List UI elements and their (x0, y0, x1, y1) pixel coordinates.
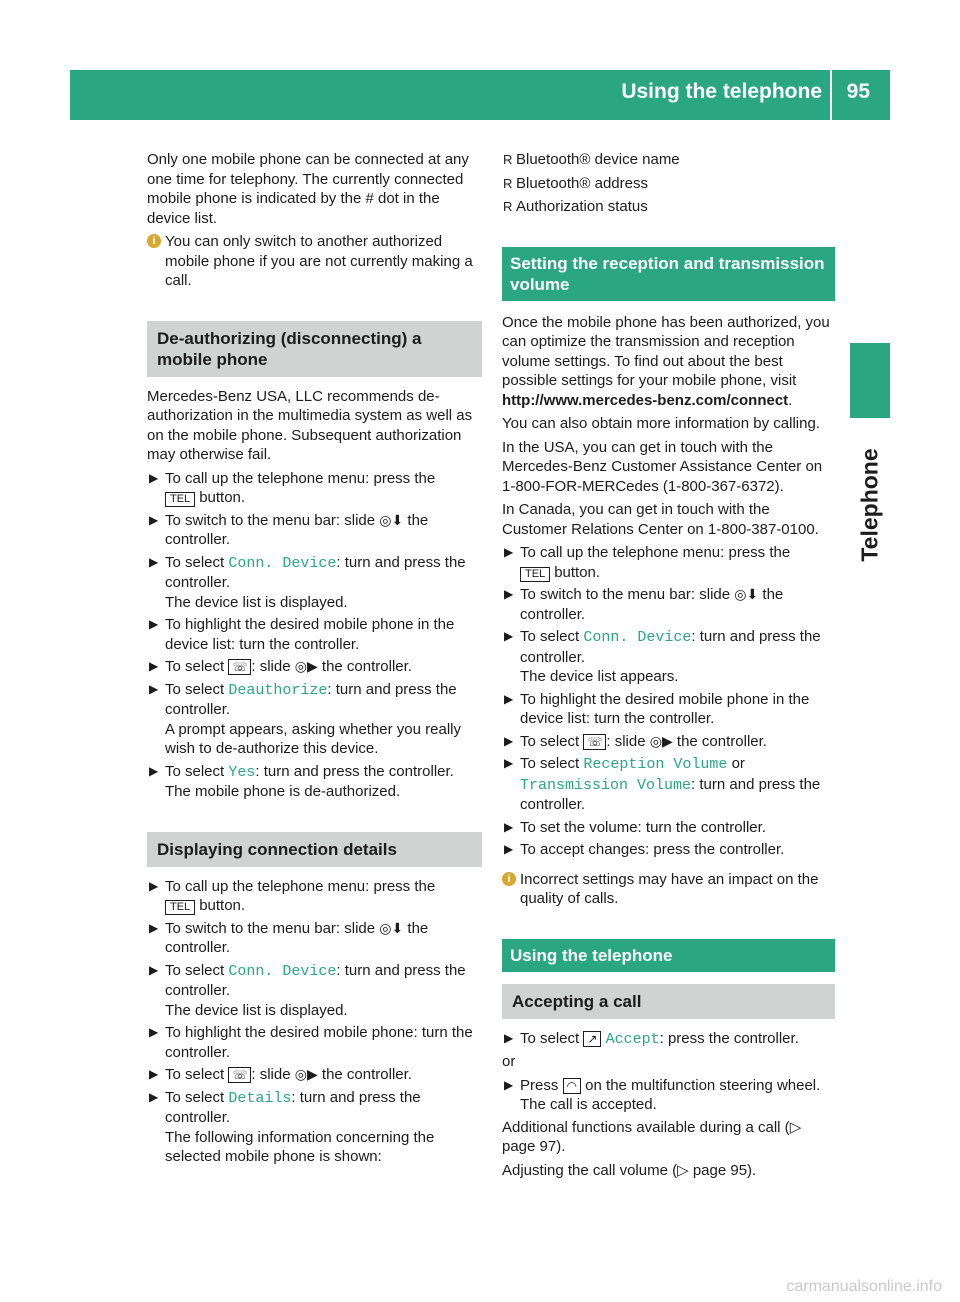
step: ▶ To highlight the desired mobile phone: turn the controller. (149, 1024, 473, 1061)
controller-slide-right-icon: ◎▶ (649, 732, 673, 749)
menu-item-deauthorize: Deauthorize (228, 681, 328, 699)
arrow-icon: ▶ (504, 733, 514, 748)
page-ref-icon: ▷ (677, 1161, 689, 1179)
arrow-icon: ▶ (504, 1077, 514, 1092)
menu-item-conn-device: Conn. Device (228, 962, 337, 980)
info-note: i Incorrect settings may have an impact on the quality of calls. (502, 870, 835, 909)
step: ▶ To highlight the desired mobile phone in the device list: turn the controller. (504, 690, 810, 727)
page-ref-95[interactable]: page 95 (692, 1161, 748, 1179)
info-icon: i (147, 234, 161, 248)
step: ▶ To accept changes: press the controller. (504, 841, 785, 858)
tel-key-icon: TEL (165, 900, 195, 915)
arrow-icon: ▶ (504, 819, 514, 834)
list-item: R Bluetooth® address (503, 174, 648, 192)
step: ▶ To switch to the menu bar: slide ◎⬇ the controller. (504, 586, 784, 623)
tel-key-icon: TEL (165, 492, 195, 507)
menu-item-yes: Yes (228, 763, 256, 781)
step: ▶ Press ◠ on the multifunction steering wheel. The call is accepted. (504, 1076, 821, 1113)
menu-item-conn-device: Conn. Device (583, 629, 692, 646)
step: ▶ To select Conn. Device: turn and press the controller. The device list appears. (504, 628, 821, 685)
right-column (502, 150, 835, 1184)
controller-slide-down-icon: ◎⬇ (379, 511, 404, 528)
tel-key-icon: TEL (520, 567, 550, 582)
call-volume-ref: Adjusting the call volume (▷ page 95). (502, 1161, 757, 1179)
arrow-icon: ▶ (149, 920, 159, 935)
step: ▶ To select ☏ : slide ◎▶ the controller. (149, 1066, 412, 1083)
arrow-icon: ▶ (504, 756, 514, 770)
header-divider (830, 70, 832, 120)
watermark: carmanualsonline.info (786, 1278, 942, 1295)
chapter-label: Telephone (856, 448, 883, 562)
step: ▶ To select Yes: turn and press the controller. The mobile phone is de-authorized. (149, 762, 454, 800)
arrow-icon: ▶ (504, 587, 514, 601)
section-heading-connection-details: Displaying connection details (147, 832, 482, 867)
volume-info-canada: In Canada, you can get in touch with the Customer Relations Center on 1-800-387-0100. (502, 501, 819, 538)
step: ▶ To select ☏ : slide ◎▶ the controller. (149, 658, 412, 675)
step: ▶ To call up the telephone menu: press the TEL button. (149, 469, 436, 506)
bullet-icon: R (503, 152, 513, 167)
page-ref-icon: ▷ (789, 1118, 802, 1136)
step: ▶ To call up the telephone menu: press the TEL button. (504, 544, 791, 581)
arrow-icon: ▶ (149, 617, 159, 631)
step: ▶ To select Conn. Device: turn and press the controller. The device list is displayed. (149, 553, 466, 611)
step: ▶ To call up the telephone menu: press the TEL button. (149, 877, 436, 914)
step: ▶ To select ☏ : slide ◎▶ the controller. (504, 732, 767, 750)
page-number: 95 (846, 80, 870, 103)
info-icon: i (502, 872, 516, 886)
step: ▶ To select ↗ Accept: press the controller. (504, 1029, 799, 1048)
chapter-tab (850, 343, 890, 418)
phone-menu-icon: ☏ (583, 734, 606, 750)
step: ▶ To select Deauthorize: turn and press the controller. A prompt appears, asking whether you really wish to de-authorize this device. (149, 680, 461, 757)
arrow-icon: ▶ (149, 1025, 159, 1039)
arrow-icon: ▶ (504, 629, 514, 643)
section-heading-accepting-call: Accepting a call (502, 984, 835, 1019)
arrow-icon: ▶ (504, 842, 514, 856)
arrow-icon: ▶ (149, 1089, 159, 1104)
controller-slide-right-icon: ◎▶ (294, 1066, 318, 1082)
volume-intro: Once the mobile phone has been authorized, you can optimize the transmission and reception volume settings. To find out about the best possible settings for your mobile phone, visit http://www.mercedes-benz.com/connect. (502, 313, 830, 409)
arrow-icon: ▶ (504, 545, 514, 559)
arrow-icon: ▶ (149, 470, 159, 485)
arrow-icon: ▶ (149, 659, 159, 673)
arrow-icon: ▶ (504, 1030, 514, 1045)
section-heading-volume: Setting the reception and transmission volume (502, 247, 835, 301)
arrow-icon: ▶ (149, 512, 159, 527)
bullet-icon: R (503, 175, 513, 191)
menu-item-conn-device: Conn. Device (228, 554, 337, 572)
arrow-icon: ▶ (149, 962, 159, 977)
menu-item-details: Details (228, 1089, 292, 1107)
step: ▶ To switch to the menu bar: slide ◎⬇ the controller. (149, 919, 429, 956)
controller-slide-down-icon: ◎⬇ (734, 586, 759, 602)
menu-item-transmission-volume: Transmission Volume (520, 776, 692, 794)
arrow-icon: ▶ (149, 878, 159, 893)
arrow-icon: ▶ (504, 691, 514, 706)
page-title: Using the telephone (621, 80, 822, 103)
intro-paragraph: Only one mobile phone can be connected at any one time for telephony. The currently connected mobile phone is indicated by the # dot in the device list. (147, 151, 469, 227)
volume-info-calling: You can also obtain more information by calling. (502, 415, 820, 432)
step: ▶ To select Details: turn and press the controller. The following information concerning the selected mobile phone is shown: (149, 1088, 435, 1165)
handset-button-icon: ◠ (563, 1078, 581, 1094)
info-note: i You can only switch to another authorized mobile phone if you are not currently making a call. (147, 232, 482, 291)
page-ref-97[interactable]: page 97 (502, 1138, 557, 1155)
arrow-icon: ▶ (149, 681, 159, 696)
section-heading-deauthorize: De-authorizing (disconnecting) a mobile phone (147, 321, 482, 377)
page-header (70, 70, 890, 120)
step: ▶ To select Reception Volume or Transmission Volume: turn and press the controller. (504, 755, 821, 813)
controller-slide-down-icon: ◎⬇ (379, 919, 404, 936)
or-text: or (502, 1053, 516, 1070)
menu-item-accept: Accept (605, 1030, 660, 1048)
step: ▶ To switch to the menu bar: slide ◎⬇ the controller. (149, 511, 429, 548)
step: ▶ To highlight the desired mobile phone in the device list: turn the controller. (149, 616, 455, 653)
accept-call-icon: ↗ (583, 1031, 601, 1047)
arrow-icon: ▶ (149, 1067, 159, 1081)
step: ▶ To set the volume: turn the controller. (504, 818, 766, 836)
phone-menu-icon: ☏ (228, 1067, 251, 1083)
arrow-icon: ▶ (149, 554, 159, 569)
phone-menu-icon: ☏ (228, 659, 251, 675)
controller-slide-right-icon: ◎▶ (294, 658, 318, 674)
additional-functions-ref: Additional functions available during a call (▷ page 97). (502, 1118, 802, 1155)
list-item: R Authorization status (503, 198, 648, 215)
section-heading-using-telephone: Using the telephone (502, 939, 835, 972)
bullet-icon: R (503, 199, 513, 214)
left-column (147, 150, 482, 1170)
arrow-icon: ▶ (149, 763, 159, 778)
menu-item-reception-volume: Reception Volume (583, 756, 728, 773)
list-item: R Bluetooth® device name (503, 151, 680, 168)
mercedes-connect-url: http://www.mercedes-benz.com/connect (502, 391, 789, 409)
deauthorize-intro: Mercedes-Benz USA, LLC recommends de-authorization in the multimedia system as well as on the mobile phone. Subsequent authorization may otherwise fail. (147, 387, 473, 463)
step: ▶ To select Conn. Device: turn and press the controller. The device list is displayed. (149, 961, 466, 1019)
volume-info-usa: In the USA, you can get in touch with the Mercedes-Benz Customer Assistance Center on 1-800-FOR-MERCedes (1-800-367-6372). (502, 438, 823, 495)
